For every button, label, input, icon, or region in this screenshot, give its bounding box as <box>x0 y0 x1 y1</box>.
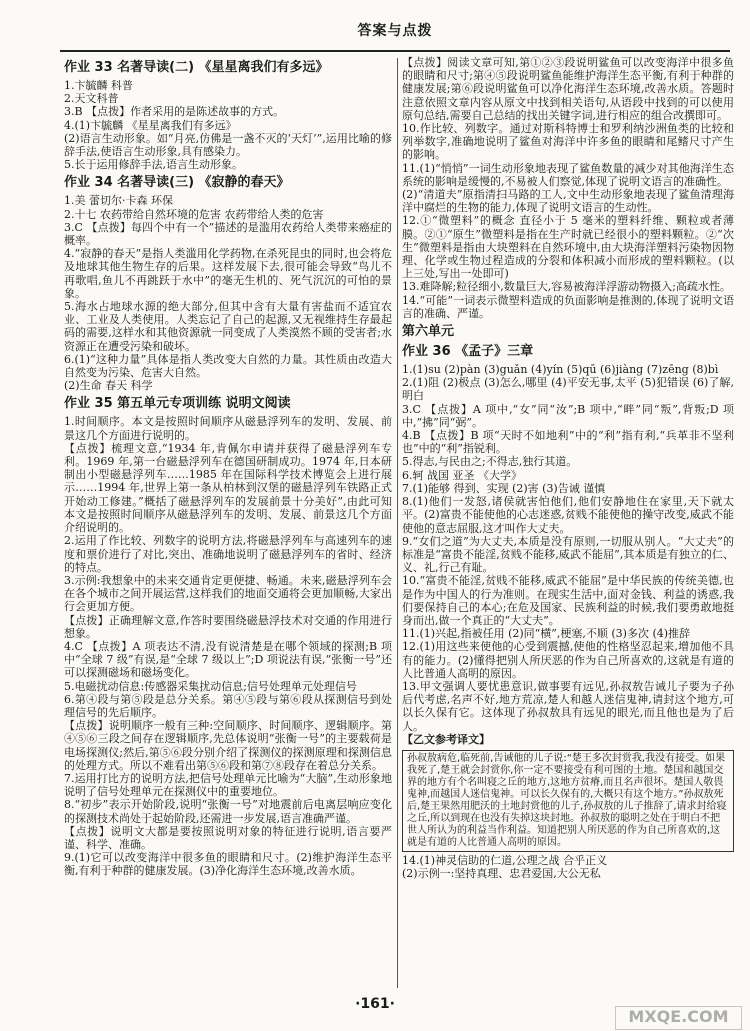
answer-line: 1.卞毓麟 科普 <box>64 79 133 92</box>
answer-line: 5.得志,与民由之;不得志,独行其道。 <box>402 455 578 469</box>
page-header <box>60 14 730 52</box>
answer-line: 2.天文科普 <box>64 92 119 106</box>
section-title: 作业 36 《孟子》三章 <box>402 344 534 360</box>
answer-line: 10.“富贵不能淫,贫贱不能移,威武不能屈”是中华民族的传统美德,也是作为中国人的行为准则。在现实生活中,面对金钱、利益的诱惑,我们要保持自己的本心;在危及国家、民族利益的时候,我们要勇敢地挺身而出,做一个真正的“大丈夫”。 <box>402 574 734 627</box>
answer-line: 4.C 【点拨】A 项表达不清,没有说清楚是在哪个领域的探测;B 项中“全球 7 级”有误,是“全球 7 级以上”;D 项说法有误,“张衡一号”还可以探测磁场和磁场变化。 <box>64 639 392 680</box>
answer-line: 5.电磁扰动信息:传感器采集扰动信息;信号处理单元处理信号 <box>64 679 357 693</box>
answer-line: 8.“初步”表示开始阶段,说明“张衡一号”对地震前后电离层响应变化的探测技术尚处于起始阶段,还需进一步发展,语言准确严谨。 <box>64 798 392 825</box>
answer-line: 12.(1)用这些来使他的心受到震撼,使他的性格坚忍起来,增加他不具有的能力。(2)懂得把别人所厌恶的作为自己所喜欢的,这就是有道的人比普通人高明的原因。 <box>402 640 734 680</box>
answer-line: 3.C 【点拨】每四个中有一个”描述的是滥用农药给人类带来癌症的概率。 <box>64 220 392 248</box>
answer-line: 5.长于运用修辞手法,语言生动形象。 <box>64 158 243 172</box>
answer-line: (2)“清道夫”原指清扫马路的工人,文中生动形象地表现了鲨鱼清理海洋中腐烂的生物的能力,体现了说明文语言的生动性。 <box>402 188 734 215</box>
answer-line: 13.难降解;粒径细小,数量巨大,容易被海洋浮游动物摄入;高疏水性。 <box>402 280 731 294</box>
answer-line: 2.运用了作比较、列数字的说明方法,将磁悬浮列车与高速列车的速度和票价进行了对比,突出、准确地说明了磁悬浮列车的省时、经济的特点。 <box>64 534 392 574</box>
answer-line: 3.示例:我想象中的未来交通肯定更便捷、畅通。未来,磁悬浮列车会在各个城市之间开展运营,这样我们的地面交通将会更加顺畅,大家出行会更加方便。 <box>64 573 392 614</box>
answer-line: 10.作比较、列数字。通过对斯科特博士和罗利纳沙洲鱼类的比较和列举数字,准确地说明了鲨鱼对海洋中许多鱼的眼睛和尾鳍尺寸产生的影响。 <box>402 122 734 162</box>
section-title: 作业 33 名著导读(二) 《星星离我们有多远》 <box>64 60 329 75</box>
answer-line: 9.“女们之道”为大丈夫,本质是没有原则,一切服从别人。“大丈夫”的标准是“富贵不能淫,贫贱不能移,威武不能屈”,其本质是有独立的仁、义、礼,行己有耻。 <box>402 534 734 575</box>
answer-line: 1.美 蕾切尔·卡森 环保 <box>64 194 173 208</box>
translation-block: 孙叔敖病危,临死前,告诫他的儿子说:“楚王多次封赏我,我没有接受。如果我死了,楚王就会封赏你,你一定不要接受有利可图的土地。楚国和越国交界的地方有个名叫寝之丘的地方,这地方贫瘠,而且名声很坏。楚国人敬畏鬼神,而越国人迷信鬼神。可以长久保有的,大概只有这个地方。”孙叔敖死后,楚王果然用肥沃的土地封赏他的儿子,孙叔敖的儿子推辞了,请求封给寝之丘,所以到现在也没有失掉这块封地。孙叔敖的聪明之处在于明白不把世人所认为的利益当作利益。知道把别人所厌恶的作为自己所喜欢的,这就是有道的人比普通人高明的原因。 <box>402 750 734 852</box>
section-title: 作业 34 名著导读(三) 《寂静的春天》 <box>64 175 290 191</box>
answer-line: 3.B 【点拨】作者采用的是陈述故事的方式。 <box>64 105 285 119</box>
answer-line: (2)生命 春天 科学 <box>64 379 153 393</box>
answer-line: 6.轲 战国 亚圣 《大学》 <box>402 468 522 482</box>
answer-line: 14.(1)神灵信助的仁道,公理之战 合乎正义 <box>402 853 608 867</box>
answer-line: 12.①“微塑料”的概念 直径小于 5 毫米的塑料纤维、颗粒或者薄膜。②①“原生”微塑料是指在生产时就已经很小的塑料颗粒。②“次生”微塑料是指由大块塑料在自然环境中,由大块海洋塑料污染物因物理、化学或生物过程造成的分裂和体积减小而形成的塑料颗粒。(以上三处,写出一处即可) <box>402 214 734 281</box>
answer-line: 3.C 【点拨】A 项中,“女”同“汝”;B 项中,“畔”同“叛”,背叛;D 项中,“拂”同“弼”。 <box>402 402 734 429</box>
answer-line: 4.“寂静的春天”是指人类滥用化学药物,在杀死昆虫的同时,也会将危及地球其他生物生存的后果。这样发展下去,很可能会导致“鸟儿不再歌唱,鱼儿不再跳跃于水中”的毫无生机的、死气沉沉的可怕的景象。 <box>64 247 392 300</box>
answer-line: 8.(1)他们一发怒,诸侯就害怕他们,他们安静地住在家里,天下就太平。(2)富贵不能使他的心志迷惑,贫贱不能使他的操守改变,威武不能使他的意志屈服,这才叫作大丈夫。 <box>402 495 734 535</box>
answer-line: 6.(1)“这种力量”具体是指人类改变大自然的力量。其性质由改造大自然变为污染、危害大自然。 <box>64 352 392 380</box>
answer-line: 4.(1)卞毓麟 《星星离我们有多远》 <box>64 118 237 132</box>
answer-line: 【点拨】梳理文意,“1934 年,肯佩尔申请并获得了磁悬浮列车专利。1969 年,第一台磁悬浮列车在德国研制成功。1974 年,日本研制出小型磁悬浮列车……1985 年在国际科学技术博览会上进行展示……1994 年,世界上第一条从柏林到汉堡的磁悬浮列车铁路正式开始动工修建。”概括了磁悬浮列车的发展前景十分美好”,由此可知本文是按照时间顺序从磁悬浮列车的发明、发展、前景这几个方面介绍说明的。 <box>64 441 392 535</box>
answer-line: 11.(1)兴起,指被任用 (2)同“横”,梗塞,不顺 (3)多次 (4)推辞 <box>402 627 691 641</box>
answer-line: 【点拨】说明顺序一般有三种:空间顺序、时间顺序、逻辑顺序。第④⑤⑥三段之间存在逻辑顺序,先总体说明“张衡一号”的主要载荷是电场探测仪;然后,第⑤⑥段分别介绍了探测仪的探测原理和探测信息的处理方式。所以不难看出第⑤⑥段和第⑦⑧段存在着总分关系。 <box>64 719 392 772</box>
left-column <box>64 56 392 991</box>
answer-line: 2.(1)阻 (2)极点 (3)怎么,哪里 (4)平安无事,太平 (5)犯错误 (6)了解,明白 <box>402 376 734 403</box>
translation-heading: 【乙文参考译文】 <box>402 732 490 746</box>
answer-line: 13.甲文强调人要忧患意识,做事要有远见,孙叔敖告诫儿子要为子孙后代考虑,名声不好,地方荒凉,楚人和越人迷信鬼神,请封这个地方,可以长久保有它。这体现了孙叔敖具有远见的眼光,而且他也是为了后人。 <box>402 679 734 733</box>
answer-line: 14.“可能”一词表示微塑料造成的负面影响是推测的,体现了说明文语言的准确、严谨。 <box>402 293 734 320</box>
answer-line: 【点拨】阅读文章可知,第①②③段说明鲨鱼可以改变海洋中很多鱼的眼睛和尺寸;第④⑤段说明鲨鱼能维护海洋生态平衡,有利于种群的健康发展;第⑥段说明鲨鱼可以净化海洋生态环境,改善水质。答题时注意依照文章内容从原文中找到相关语句,从语段中找到的可以使用原句总结,需要自己总结的找出关键字词,进行相应的组合改撰即可。 <box>402 56 734 122</box>
right-column <box>402 56 734 991</box>
answer-line: 11.(1)“悄悄”一词生动形象地表现了鲨鱼数量的减少对其他海洋生态系统的影响是缓慢的,不易被人们察觉,体现了说明文语言的准确性。 <box>402 161 734 188</box>
watermark-logo: MXQE.COM <box>615 1006 742 1030</box>
answer-line: 9.(1)它可以改变海洋中很多鱼的眼睛和尺寸。(2)维护海洋生态平衡,有利于种群的健康发展。(3)净化海洋生态环境,改善水质。 <box>64 851 392 878</box>
answer-line: 【点拨】说明文大都是要按照说明对象的特征进行说明,语言要严谨、科学、准确。 <box>64 824 392 851</box>
page-number: ·161· <box>355 996 395 1012</box>
answer-line: 1.(1)su (2)pàn (3)guǎn (4)yín (5)qū (6)jiàng (7)zēng (8)bì <box>402 363 719 377</box>
answer-line: 【点拨】正确理解文意,作答时要围绕磁悬浮技术对交通的作用进行想象。 <box>64 613 392 640</box>
answer-line: 5.海水占地球水源的绝大部分,但其中含有大量有害盐而不适宜农业、工业及人类使用。人类忘记了自己的起源,又无视维持生存最起码的需要,这样水和其他资源就一同变成了人类漠然不顾的受害者;水资源正在遭受污染和破坏。 <box>64 300 392 353</box>
header-title: 答案与点拨 <box>357 23 433 39</box>
section-title: 作业 35 第五单元专项训练 说明文阅读 <box>64 396 291 412</box>
column-divider <box>397 58 398 988</box>
answer-line: 7.(1)能够 得到、实现 (2)害 (3)告诫 谨慎 <box>402 481 606 495</box>
answer-line: 1.时间顺序。本文是按照时间顺序从磁悬浮列车的发明、发展、前景这几个方面进行说明的。 <box>64 415 392 442</box>
answer-line: (2)示例一:坚持真理、忠君爱国,大公无私 <box>402 867 601 881</box>
unit-title: 第六单元 <box>402 324 455 340</box>
answer-line: 4.B 【点拨】B 项“天时不如地利”中的“利”指有利,“兵革非不坚利也”中的“利”指锐利。 <box>402 429 734 456</box>
answer-line: 6.第④段与第⑤段是总分关系。第④⑤段与第⑥段从探测信号到处理信号的先后顺序。 <box>64 692 392 719</box>
answer-line: 7.运用打比方的说明方法,把信号处理单元比喻为“大脑”,生动形象地说明了信号处理单元在探测仪中的重要地位。 <box>64 771 392 799</box>
answer-line: 2.十七 农药带给自然环境的危害 农药带给人类的危害 <box>64 207 324 221</box>
answer-line: (2)语言生动形象。如“月亮,仿佛是一盏不灭的‘天灯’”,运用比喻的修辞手法,使语言生动形象,具有感染力。 <box>64 131 392 159</box>
